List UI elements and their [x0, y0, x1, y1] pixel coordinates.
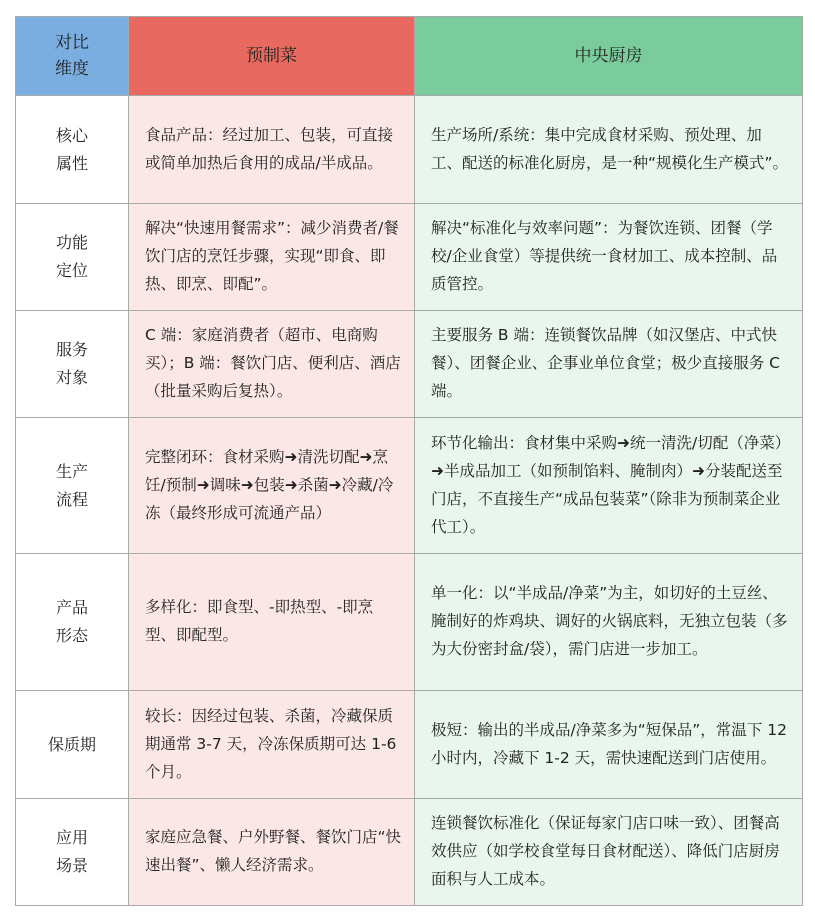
- header-row: [16, 17, 803, 96]
- table-row: [16, 691, 803, 799]
- row-label-line2: 属性: [55, 153, 88, 173]
- table-row: [16, 311, 803, 418]
- central-kitchen-cell: 解决“标准化与效率问题”：为餐饮连锁、团餐（学校/企业食堂）等提供统一食材加工、成本控制、品质管控。: [415, 204, 803, 311]
- table-row: [16, 418, 803, 554]
- prepared-food-cell: 完整闭环：食材采购➜清洗切配➜烹饪/预制➜调味➜包装➜杀菌➜冷藏/冷冻（最终形成可流通产品）: [129, 418, 415, 554]
- row-label: [16, 204, 129, 311]
- central-kitchen-cell: 单一化：以“半成品/净菜”为主，如切好的土豆丝、腌制好的炸鸡块、调好的火锅底料，无独立包装（多为大份密封盒/袋），需门店进一步加工。: [415, 554, 803, 691]
- header-prepared-food: 预制菜: [129, 17, 415, 96]
- prepared-food-cell: 解决“快速用餐需求”：减少消费者/餐饮门店的烹饪步骤，实现“即食、即热、即烹、即配”。: [129, 204, 415, 311]
- row-label-line1: 服务: [55, 340, 88, 359]
- row-label-line2: 定位: [55, 261, 88, 280]
- row-label: [16, 554, 129, 691]
- header-central-kitchen: 中央厨房: [415, 17, 803, 96]
- row-label: [16, 691, 129, 799]
- central-kitchen-cell: 环节化输出：食材集中采购➜统一清洗/切配（净菜）➜半成品加工（如预制馅料、腌制肉）➜分装配送至门店，不直接生产“成品包装菜”（除非为预制菜企业代工）。: [415, 418, 803, 554]
- row-label-line1: 应用: [55, 828, 88, 847]
- prepared-food-cell: 较长：因经过包装、杀菌，冷藏保质期通常 3-7 天，冷冻保质期可达 1-6 个月。: [129, 691, 415, 799]
- central-kitchen-cell: 主要服务 B 端：连锁餐饮品牌（如汉堡店、中式快餐）、团餐企业、企事业单位食堂；极少直接服务 C 端。: [415, 311, 803, 418]
- prepared-food-cell: 多样化：即食型、-即热型、-即烹型、即配型。: [129, 554, 415, 691]
- prepared-food-cell: 家庭应急餐、户外野餐、餐饮门店“快速出餐”、懒人经济需求。: [129, 799, 415, 906]
- prepared-food-cell: C 端：家庭消费者（超市、电商购买）；B 端：餐饮门店、便利店、酒店（批量采购后复热）。: [129, 311, 415, 418]
- row-label-line2: 流程: [55, 489, 88, 509]
- header-dimension-line2: 维度: [55, 59, 89, 79]
- central-kitchen-cell: 极短：输出的半成品/净菜多为“短保品”，常温下 12 小时内，冷藏下 1-2 天，需快速配送到门店使用。: [415, 691, 803, 799]
- row-label-line1: 保质期: [47, 734, 96, 754]
- row-label: [16, 799, 129, 906]
- row-label: [16, 418, 129, 554]
- header-dimension-line1: 对比: [55, 33, 89, 53]
- row-label-line2: 形态: [55, 626, 88, 645]
- table-row: [16, 554, 803, 691]
- header-dimension: [16, 17, 129, 96]
- row-label-line2: 对象: [55, 368, 88, 387]
- prepared-food-cell: 食品产品：经过加工、包装，可直接或简单加热后食用的成品/半成品。: [129, 96, 415, 204]
- row-label: [16, 96, 129, 204]
- table-row: [16, 96, 803, 204]
- comparison-table: [15, 16, 803, 906]
- central-kitchen-cell: 连锁餐饮标准化（保证每家门店口味一致）、团餐高效供应（如学校食堂每日食材配送）、降低门店厨房面积与人工成本。: [415, 799, 803, 906]
- central-kitchen-cell: 生产场所/系统：集中完成食材采购、预处理、加工、配送的标准化厨房，是一种“规模化生产模式”。: [415, 96, 803, 204]
- row-label-line1: 核心: [55, 125, 88, 145]
- row-label-line1: 生产: [55, 461, 88, 481]
- row-label-line1: 产品: [55, 598, 88, 617]
- row-label-line2: 场景: [55, 856, 88, 875]
- row-label-line1: 功能: [55, 233, 88, 252]
- table-row: [16, 799, 803, 906]
- table-row: [16, 204, 803, 311]
- row-label: [16, 311, 129, 418]
